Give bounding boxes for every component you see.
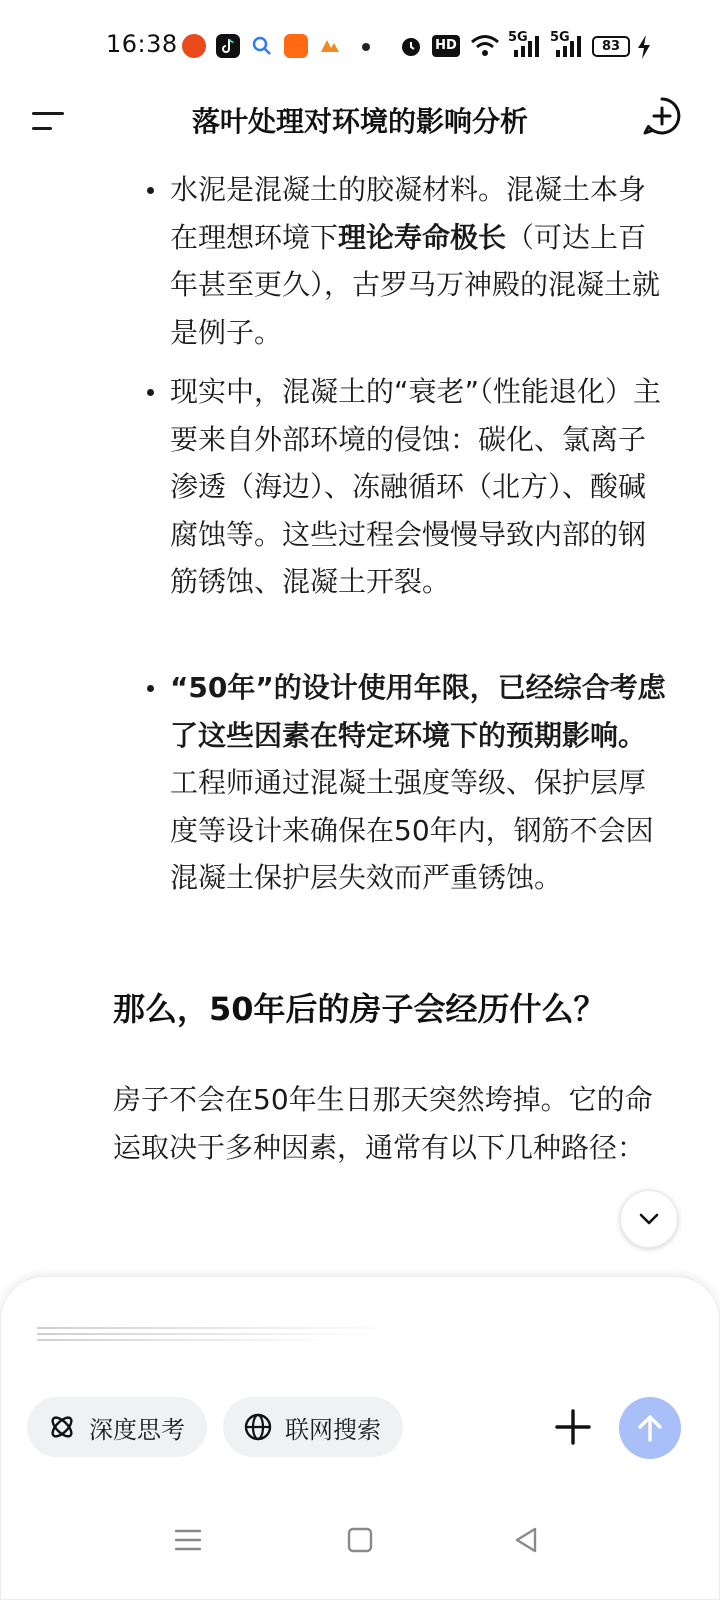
- nav-menu-icon: [170, 1522, 206, 1558]
- weibo-icon: [182, 34, 206, 58]
- nav-back-button[interactable]: [508, 1522, 544, 1558]
- new-chat-button[interactable]: [642, 96, 682, 136]
- nav-back-icon: [508, 1522, 544, 1558]
- section-heading: 那么，50年后的房子会经历什么？: [113, 990, 606, 1028]
- game-icon: [318, 34, 342, 58]
- bold-text: “50年”的设计使用年限，已经综合考虑了这些因素在特定环境下的预期影响。: [170, 671, 666, 752]
- bold-text: 理论寿命极长: [338, 220, 507, 254]
- text: （可达上百年甚至更久），古罗马万神殿的混凝土就是例子。: [170, 220, 661, 349]
- status-time: 16:38: [106, 30, 178, 58]
- hd-icon: HD: [432, 35, 460, 57]
- list-item: [170, 368, 670, 606]
- input-placeholder-line: [37, 1333, 377, 1335]
- charging-icon: [636, 34, 652, 64]
- chevron-down-icon: [636, 1206, 662, 1232]
- send-button[interactable]: [619, 1397, 681, 1459]
- text: 水泥是混凝土的胶凝材料。混凝土本身在理想环境下: [170, 173, 647, 254]
- deep-think-label: 深度思考: [89, 1415, 185, 1444]
- deep-think-button[interactable]: [27, 1397, 207, 1457]
- alarm-icon: [398, 33, 424, 63]
- status-bar: [0, 0, 720, 96]
- scroll-down-button[interactable]: [620, 1190, 678, 1248]
- plus-icon: [551, 1405, 595, 1449]
- message-input[interactable]: [37, 1321, 397, 1347]
- deep-think-icon: [47, 1412, 77, 1442]
- web-search-label: 联网搜索: [285, 1415, 381, 1444]
- nav-home-icon: [342, 1522, 378, 1558]
- signal-5g-label-1: 5G: [508, 30, 528, 45]
- nav-menu-button[interactable]: [170, 1522, 206, 1558]
- new-chat-icon: [642, 96, 682, 136]
- signal-5g-label-2: 5G: [550, 30, 570, 45]
- taobao-icon: [284, 34, 308, 58]
- attach-button[interactable]: [551, 1405, 595, 1449]
- wifi-icon: [470, 33, 500, 63]
- page-title: 落叶处理对环境的影响分析: [191, 105, 528, 138]
- text: 现实中，混凝土的“衰老”（性能退化）主要来自外部环境的侵蚀：碳化、氯离子渗透（海边）、冻融循环（北方）、酸碱腐蚀等。这些过程会慢慢导致内部的钢筋锈蚀、混凝土开裂。: [170, 375, 662, 598]
- arrow-up-icon: [634, 1412, 666, 1444]
- system-nav-bar: [0, 1500, 720, 1600]
- signal-5g-icon: [554, 36, 584, 62]
- text: 工程师通过混凝土强度等级、保护层厚度等设计来确保在50年内，钢筋不会因混凝土保护层失效而严重锈蚀。: [170, 766, 654, 894]
- battery-icon: 83: [592, 36, 630, 57]
- tiktok-icon: [216, 34, 240, 58]
- list-item: [170, 664, 670, 902]
- list-item: [170, 166, 670, 356]
- signal-5g-icon: [512, 36, 542, 62]
- nav-home-button[interactable]: [342, 1522, 378, 1558]
- app-header: [0, 96, 720, 166]
- globe-icon: [243, 1412, 273, 1442]
- search-app-icon: [250, 34, 274, 58]
- web-search-button[interactable]: [223, 1397, 403, 1457]
- input-placeholder-line: [37, 1327, 397, 1329]
- paragraph: 房子不会在50年生日那天突然垮掉。它的命运取决于多种因素，通常有以下几种路径：: [113, 1083, 653, 1164]
- dot-icon: [362, 43, 370, 51]
- input-placeholder-line: [37, 1339, 337, 1341]
